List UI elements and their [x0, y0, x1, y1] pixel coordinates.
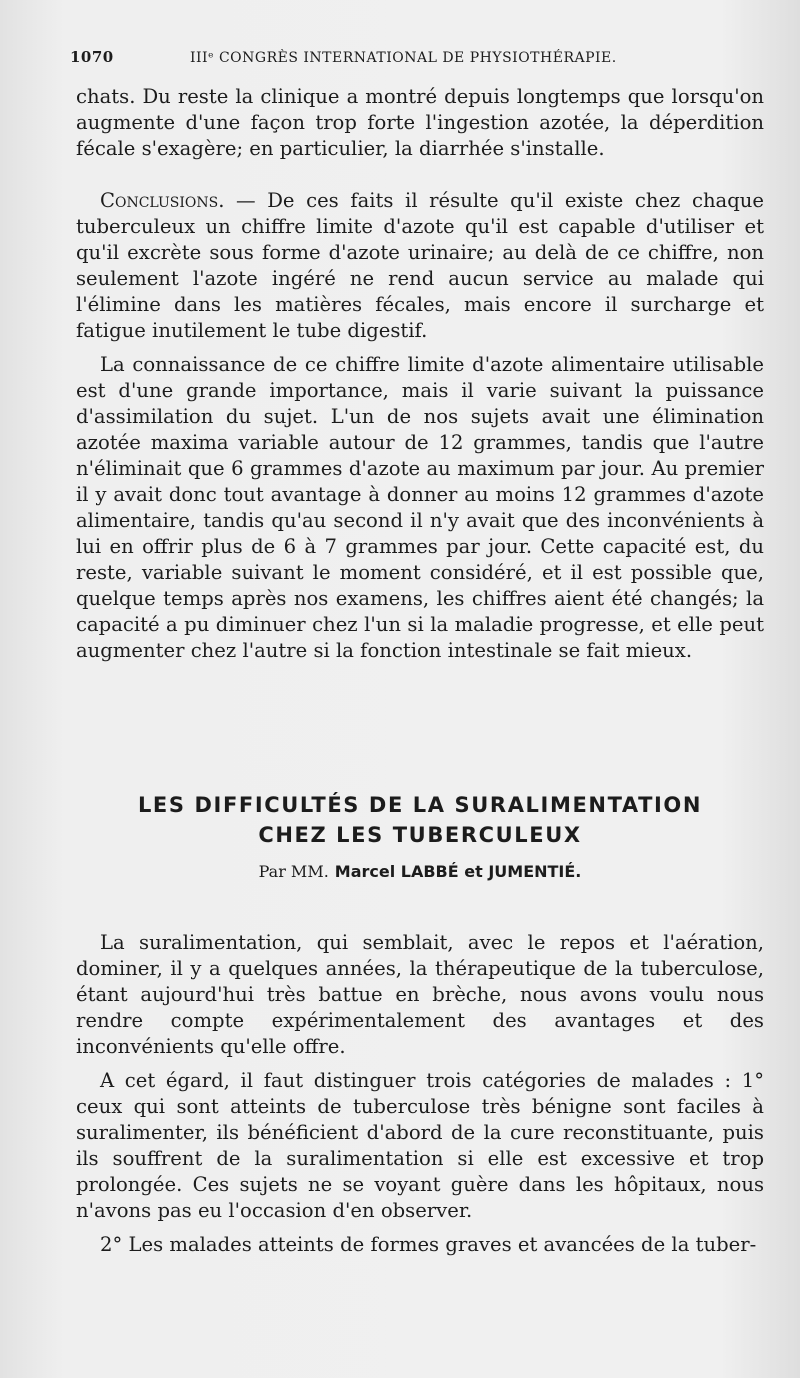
body-paragraph: La suralimentation, qui semblait, avec le repos et l'aération, dominer, il y a quelques années, la thérapeutique de la tuberculose, étant aujourd'hui très battue en brèche, nous avons voulu nous rendre compte expérimentalement des avantages et des inconvénients qu'elle offre.	[76, 931, 764, 1058]
conclusions-text: — De ces faits il résulte qu'il existe chez chaque tuberculeux un chiffre limite d'azote qu'il est capable d'utiliser et qu'il excrète sous forme d'azote urinaire; au delà de ce chiffre, non seulement l'azote ingéré ne rend aucun service au malade qui l'élimine dans les matières fécales, mais encore il surcharge et fatigue inutilement le tube digestif.	[76, 189, 764, 342]
body-paragraph: La connaissance de ce chiffre limite d'azote alimentaire utilisable est d'une grande importance, mais il varie suivant la puissance d'assimilation du sujet. L'un de nos sujets avait une élimination azotée maxima variable autour de 12 grammes, tandis que l'autre n'éliminait que 6 grammes d'azote au maximum par jour. Au premier il y avait donc tout avantage à donner au moins 12 grammes d'azote alimentaire, tandis qu'au second il n'y avait que des inconvénients à lui en offrir plus de 6 à 7 grammes par jour. Cette capacité est, du reste, variable suivant le moment considéré, et il est possible que, quelque temps après nos examens, les chiffres aient été changés; la capacité a pu diminuer chez l'un si la maladie progresse, et elle peut augmenter chez l'autre si la fonction intestinale se fait mieux.	[76, 353, 764, 662]
article-title-line-1: LES DIFFICULTÉS DE LA SURALIMENTATION	[137, 793, 703, 817]
byline-authors: Marcel LABBÉ et JUMENTIÉ.	[334, 862, 582, 881]
body-paragraph: A cet égard, il faut distinguer trois catégories de malades : 1° ceux qui sont atteints de tuberculose très bénigne sont faciles à suralimenter, ils bénéficient d'abord de la cure reconstituante, puis ils souffrent de la suralimentation si elle est excessive et trop prolongée. Ces sujets ne se voyant guère dans les hôpitaux, nous n'avons pas eu l'occasion d'en observer.	[76, 1069, 764, 1222]
continuation-paragraph: chats. Du reste la clinique a montré depuis longtemps que lorsqu'on augmente d'une façon trop forte l'ingestion azotée, la déperdition fécale s'exagère; en particulier, la diarrhée s'installe.	[76, 85, 764, 160]
conclusions-label: Conclusions.	[100, 189, 225, 212]
conclusions-paragraph	[76, 188, 764, 344]
previous-article-text	[76, 84, 764, 664]
article-title	[76, 790, 764, 850]
page-number: 1070	[70, 48, 114, 66]
byline-prefix: Par MM.	[258, 862, 329, 881]
running-header	[70, 48, 760, 66]
body-paragraph: 2° Les malades atteints de formes graves et avancées de la tuber-	[100, 1233, 757, 1256]
article-title-line-2: CHEZ LES TUBERCULEUX	[258, 823, 582, 847]
running-title: IIIᵉ CONGRÈS INTERNATIONAL DE PHYSIOTHÉRAPIE.	[190, 50, 617, 66]
byline	[76, 862, 764, 881]
article-body	[76, 930, 764, 1258]
